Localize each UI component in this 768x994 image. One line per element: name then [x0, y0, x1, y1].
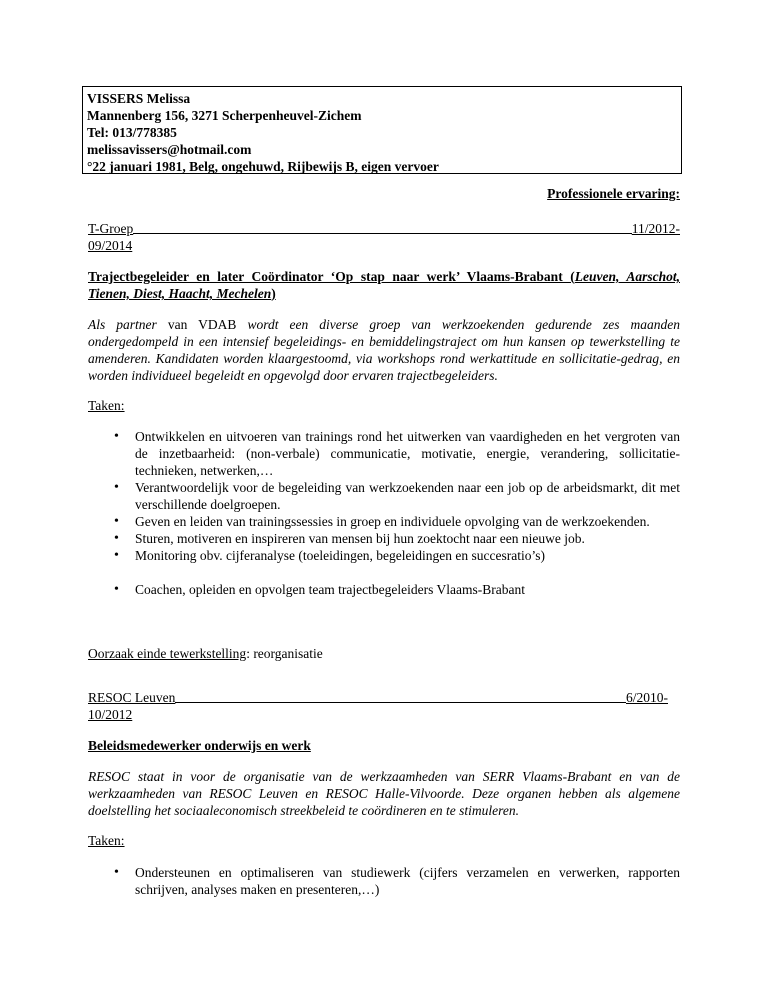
- job-title: [88, 268, 680, 302]
- job-title-suffix: ): [271, 286, 276, 301]
- address: Mannenberg 156, 3271 Scherpenheuvel-Zichem: [87, 108, 362, 123]
- phone: Tel: 013/778385: [87, 125, 177, 140]
- personal-details: °22 januari 1981, Belg, ongehuwd, Rijbewijs B, eigen vervoer: [87, 159, 439, 174]
- job-date-end: 10/2012: [88, 707, 133, 722]
- tasks-label-text: Taken:: [88, 833, 125, 848]
- job-title-places-2: Tienen, Diest, Haacht, Mechelen: [88, 286, 272, 301]
- list-item: • Ontwikkelen en uitvoeren van trainings rond het uitwerken van vaardigheden en het vergroten van de inzetbaarheid: (non-verbale) communicatie, motivatie, energie, verandering, sollicitatie-technieken, netwerken,…: [88, 428, 680, 479]
- job-title-text: Trajectbegeleider en later Coördinator ‘Op stap naar werk’ Vlaams-Brabant (: [88, 269, 575, 284]
- end-reason-label: Oorzaak einde tewerkstelling: [88, 646, 247, 661]
- job-date-end: 09/2014: [88, 238, 133, 253]
- job-org: RESOC Leuven: [88, 690, 176, 705]
- job-title-text: Beleidsmedewerker onderwijs en werk: [88, 738, 311, 753]
- divider-line: [175, 701, 626, 703]
- personal-info-box: [82, 86, 682, 174]
- candidate-name: VISSERS Melissa: [87, 91, 191, 106]
- list-item: • Verantwoordelijk voor de begeleiding van werkzoekenden naar een job op de arbeidsmarkt, dit met verschillende doelgroepen.: [88, 479, 680, 513]
- end-reason: [88, 645, 680, 662]
- task-list-extra: [88, 581, 680, 598]
- tasks-label: [88, 832, 680, 849]
- job-header-tgroep: [88, 220, 680, 254]
- job-org: T-Groep: [88, 221, 134, 236]
- list-item: • Monitoring obv. cijferanalyse (toeleidingen, begeleidingen en succesratio’s): [88, 547, 680, 564]
- job-header-resoc: [88, 689, 680, 723]
- job-description: RESOC staat in voor de organisatie van de werkzaamheden van SERR Vlaams-Brabant en van de werkzaamheden van RESOC Leuven en RESOC Halle-Vilvoorde. Deze organen hebben als algemene doelstelling het sociaaleconomisch streekbeleid te coördineren en te stimuleren.: [88, 769, 680, 818]
- list-item: • Ondersteunen en optimaliseren van studiewerk (cijfers verzamelen en verwerken, rapporten schrijven, analyses maken en presenteren,…): [88, 864, 680, 898]
- tasks-label-text: Taken:: [88, 398, 125, 413]
- divider-line: [133, 232, 632, 234]
- job-date-start: 6/2010-: [626, 690, 668, 705]
- section-title: Professionele ervaring:: [547, 186, 680, 201]
- end-reason-value: : reorganisatie: [246, 646, 323, 661]
- list-item: • Geven en leiden van trainingssessies in groep en individuele opvolging van de werkzoekenden.: [88, 513, 680, 530]
- tasks-label: [88, 397, 680, 414]
- job-description: [88, 316, 680, 384]
- desc-part: wordt een diverse groep van werkzoekenden gedurende zes maanden ondergedompeld in een intensief begeleidings- en bemiddelingstraject om hun kansen op tewerkstelling te amenderen. Kandidaten worden klaargestoomd, via workshops rond werkattitude en sollicitatie-gedrag, en worden individueel begeleidt en opgevolgd door ervaren trajectbegeleiders.: [88, 317, 680, 383]
- job-title: [88, 737, 680, 754]
- task-list: [88, 428, 680, 564]
- desc-part: van VDAB: [156, 317, 248, 332]
- job-date-start: 11/2012-: [631, 221, 680, 236]
- list-item: • Sturen, motiveren en inspireren van mensen bij hun zoektocht naar een nieuwe job.: [88, 530, 680, 547]
- list-item: • Coachen, opleiden en opvolgen team trajectbegeleiders Vlaams-Brabant: [88, 581, 680, 598]
- job-title-places: Leuven, Aarschot,: [574, 269, 680, 284]
- task-list: [88, 864, 680, 898]
- desc-part: Als partner: [88, 317, 157, 332]
- email: melissavissers@hotmail.com: [87, 142, 252, 157]
